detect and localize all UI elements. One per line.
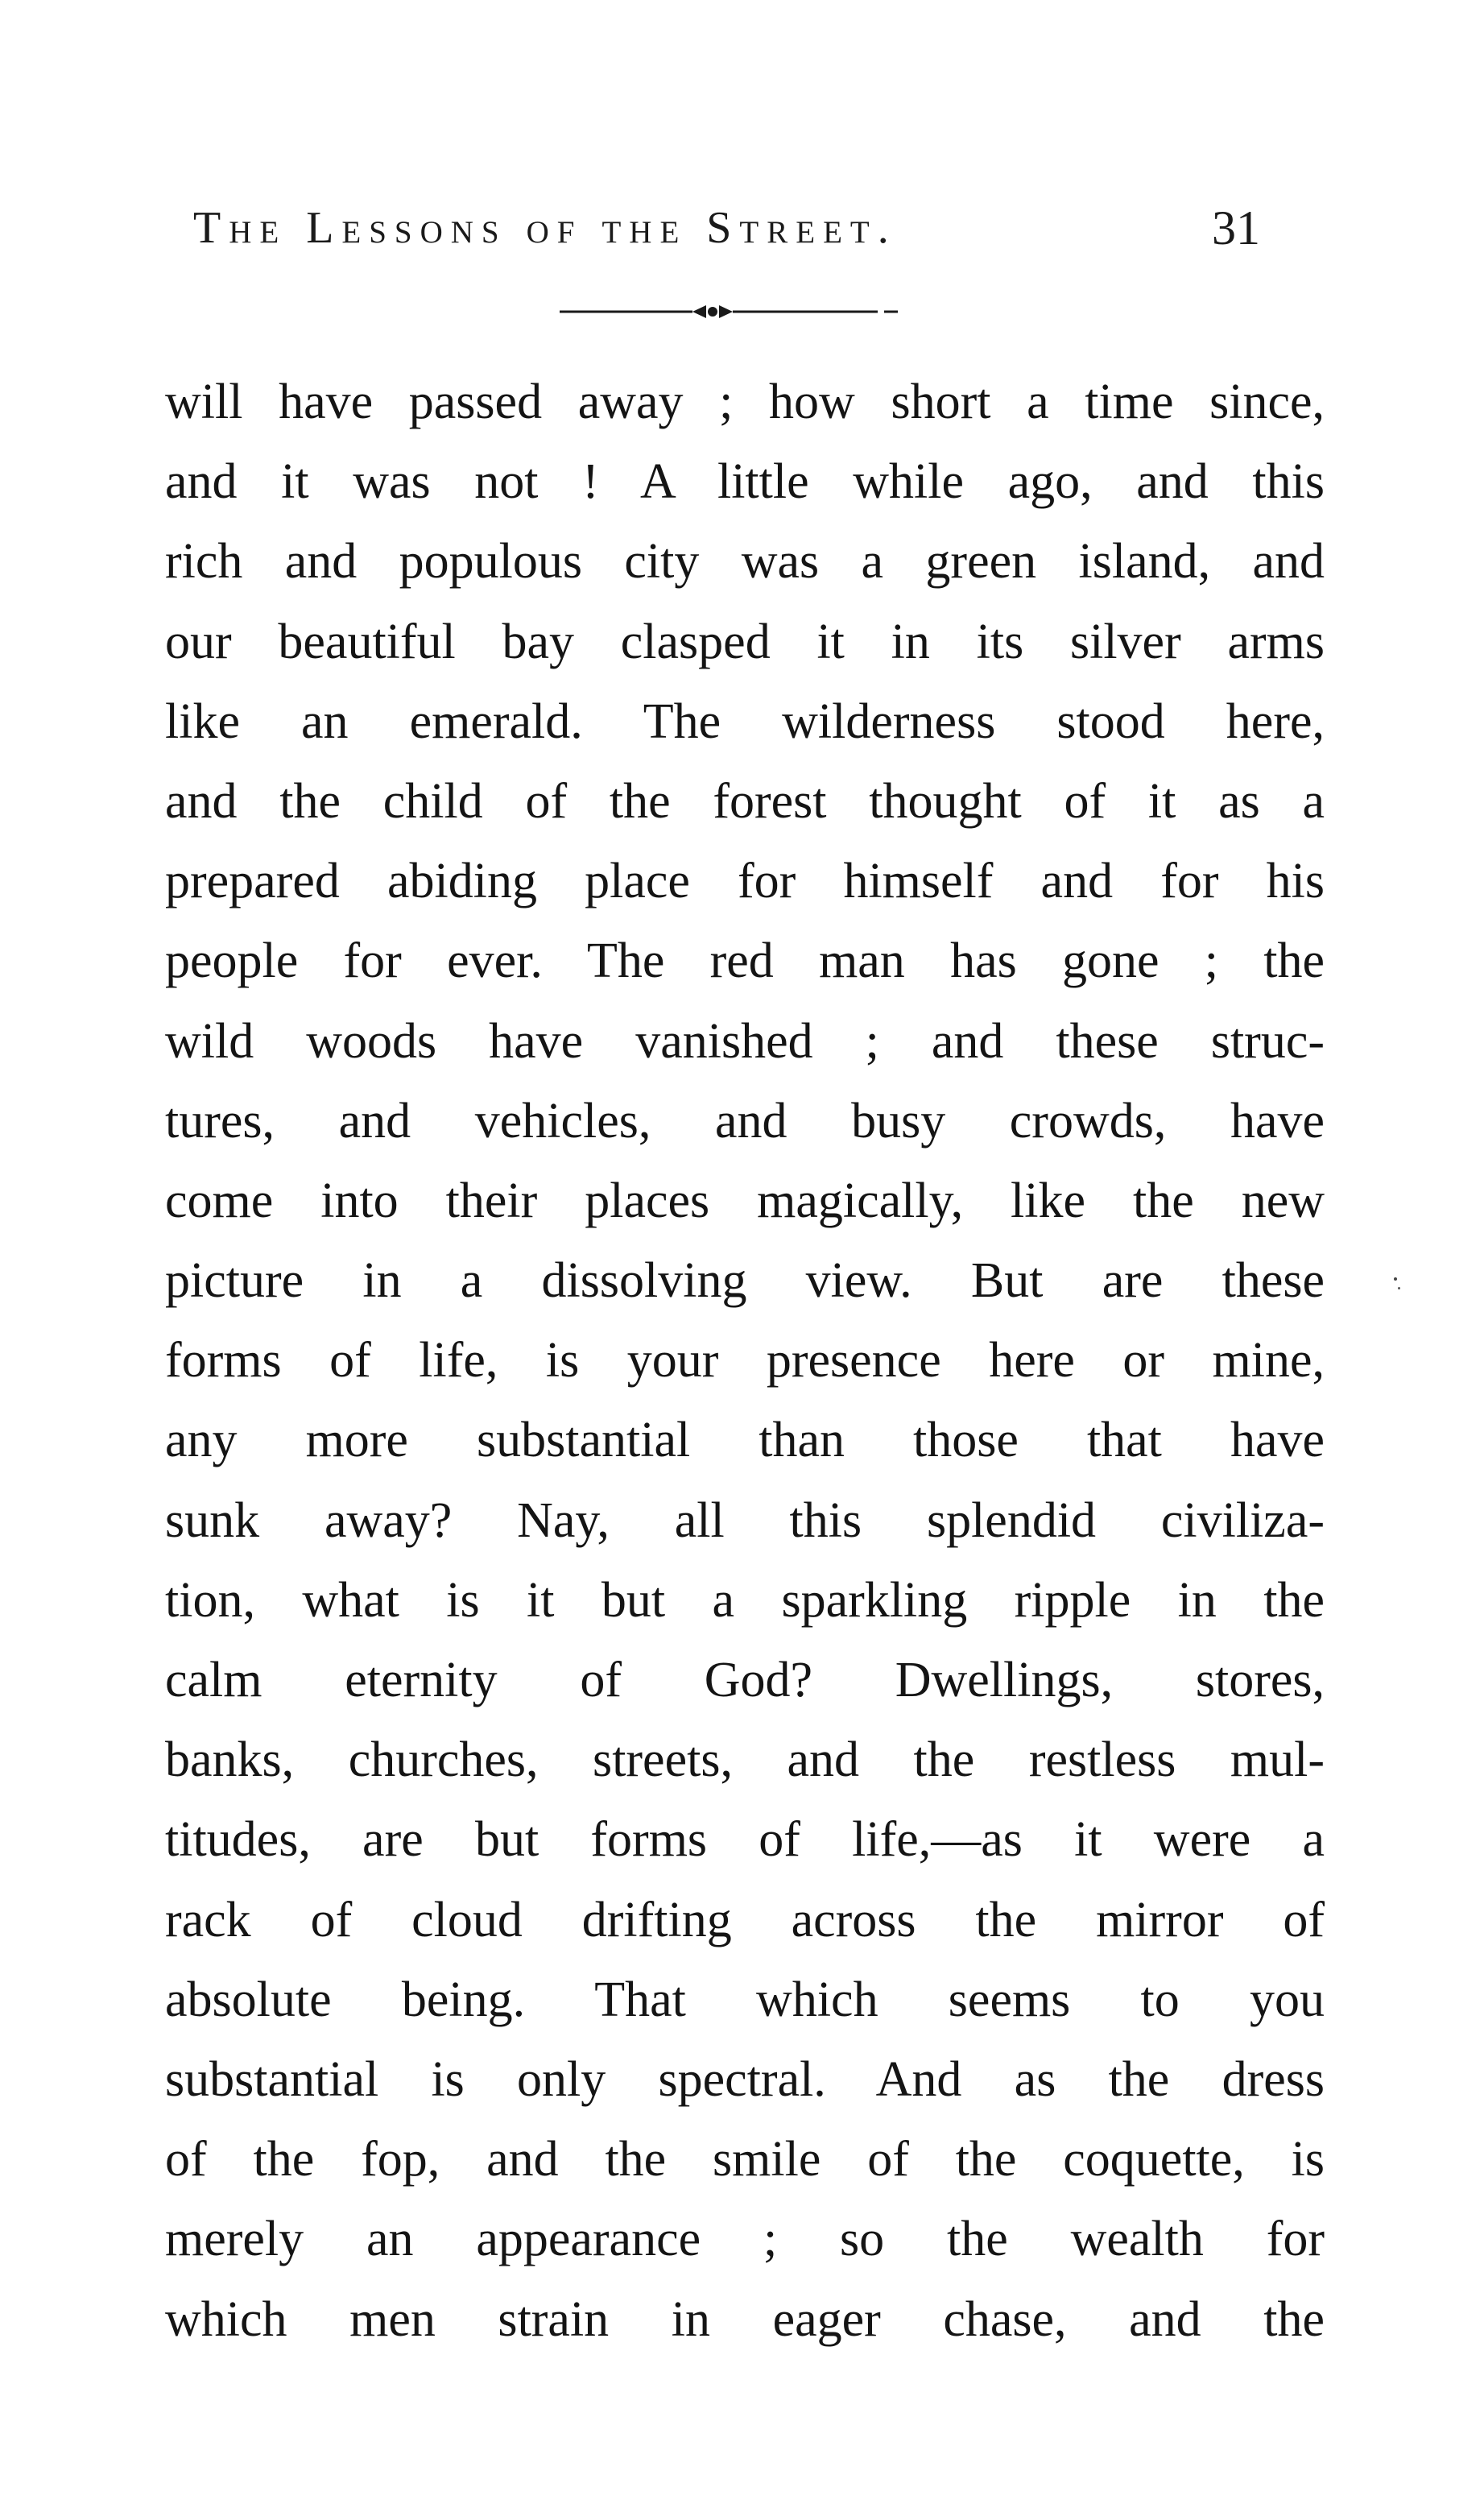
text-line: and the child of the forest thought of it as a — [165, 773, 1325, 829]
text-line: wild woods have vanished ; and these struc- — [165, 1013, 1325, 1069]
text-line: like an emerald. The wilderness stood here, — [165, 693, 1325, 749]
text-line: of the fop, and the smile of the coquette, is — [165, 2132, 1325, 2187]
text-line: our beautiful bay clasped it in its silver arms — [165, 614, 1325, 669]
text-line: banks, churches, streets, and the restless mul- — [165, 1732, 1325, 1788]
text-line: rich and populous city was a green island, and — [165, 534, 1325, 590]
body-text — [165, 362, 1325, 2360]
text-line: calm eternity of God? Dwellings, stores, — [165, 1653, 1325, 1707]
text-line: come into their places magically, like the new — [165, 1173, 1325, 1228]
text-line: which men strain in eager chase, and the — [165, 2291, 1325, 2347]
page-number: 31 — [1212, 201, 1260, 255]
text-line: forms of life, is your presence here or mine, — [165, 1333, 1325, 1389]
ink-speck — [1398, 1287, 1400, 1289]
ink-speck — [1394, 1277, 1397, 1281]
text-line: titudes, are but forms of life,—as it were a — [165, 1812, 1325, 1868]
ornament-rule-icon — [560, 300, 914, 324]
text-line: and it was not ! A little while ago, and this — [165, 454, 1325, 510]
text-line: substantial is only spectral. And as the dress — [165, 2051, 1325, 2107]
text-line: tures, and vehicles, and busy crowds, have — [165, 1093, 1325, 1149]
text-line: merely an appearance ; so the wealth for — [165, 2212, 1325, 2267]
running-head-title: The Lessons of the Street. — [193, 203, 897, 253]
text-line: sunk away? Nay, all this splendid civiliza- — [165, 1492, 1325, 1548]
text-line: absolute being. That which seems to you — [165, 1972, 1325, 2027]
text-line: rack of cloud drifting across the mirror of — [165, 1892, 1325, 1947]
text-line: people for ever. The red man has gone ; the — [165, 933, 1325, 989]
header-ornament — [560, 300, 914, 324]
text-line: tion, what is it but a sparkling ripple in the — [165, 1572, 1325, 1628]
text-line: prepared abiding place for himself and for his — [165, 854, 1325, 909]
text-line: will have passed away ; how short a time since, — [165, 375, 1325, 429]
running-head — [193, 192, 1321, 264]
text-line: any more substantial than those that have — [165, 1413, 1325, 1468]
text-line: picture in a dissolving view. But are these — [165, 1253, 1325, 1309]
